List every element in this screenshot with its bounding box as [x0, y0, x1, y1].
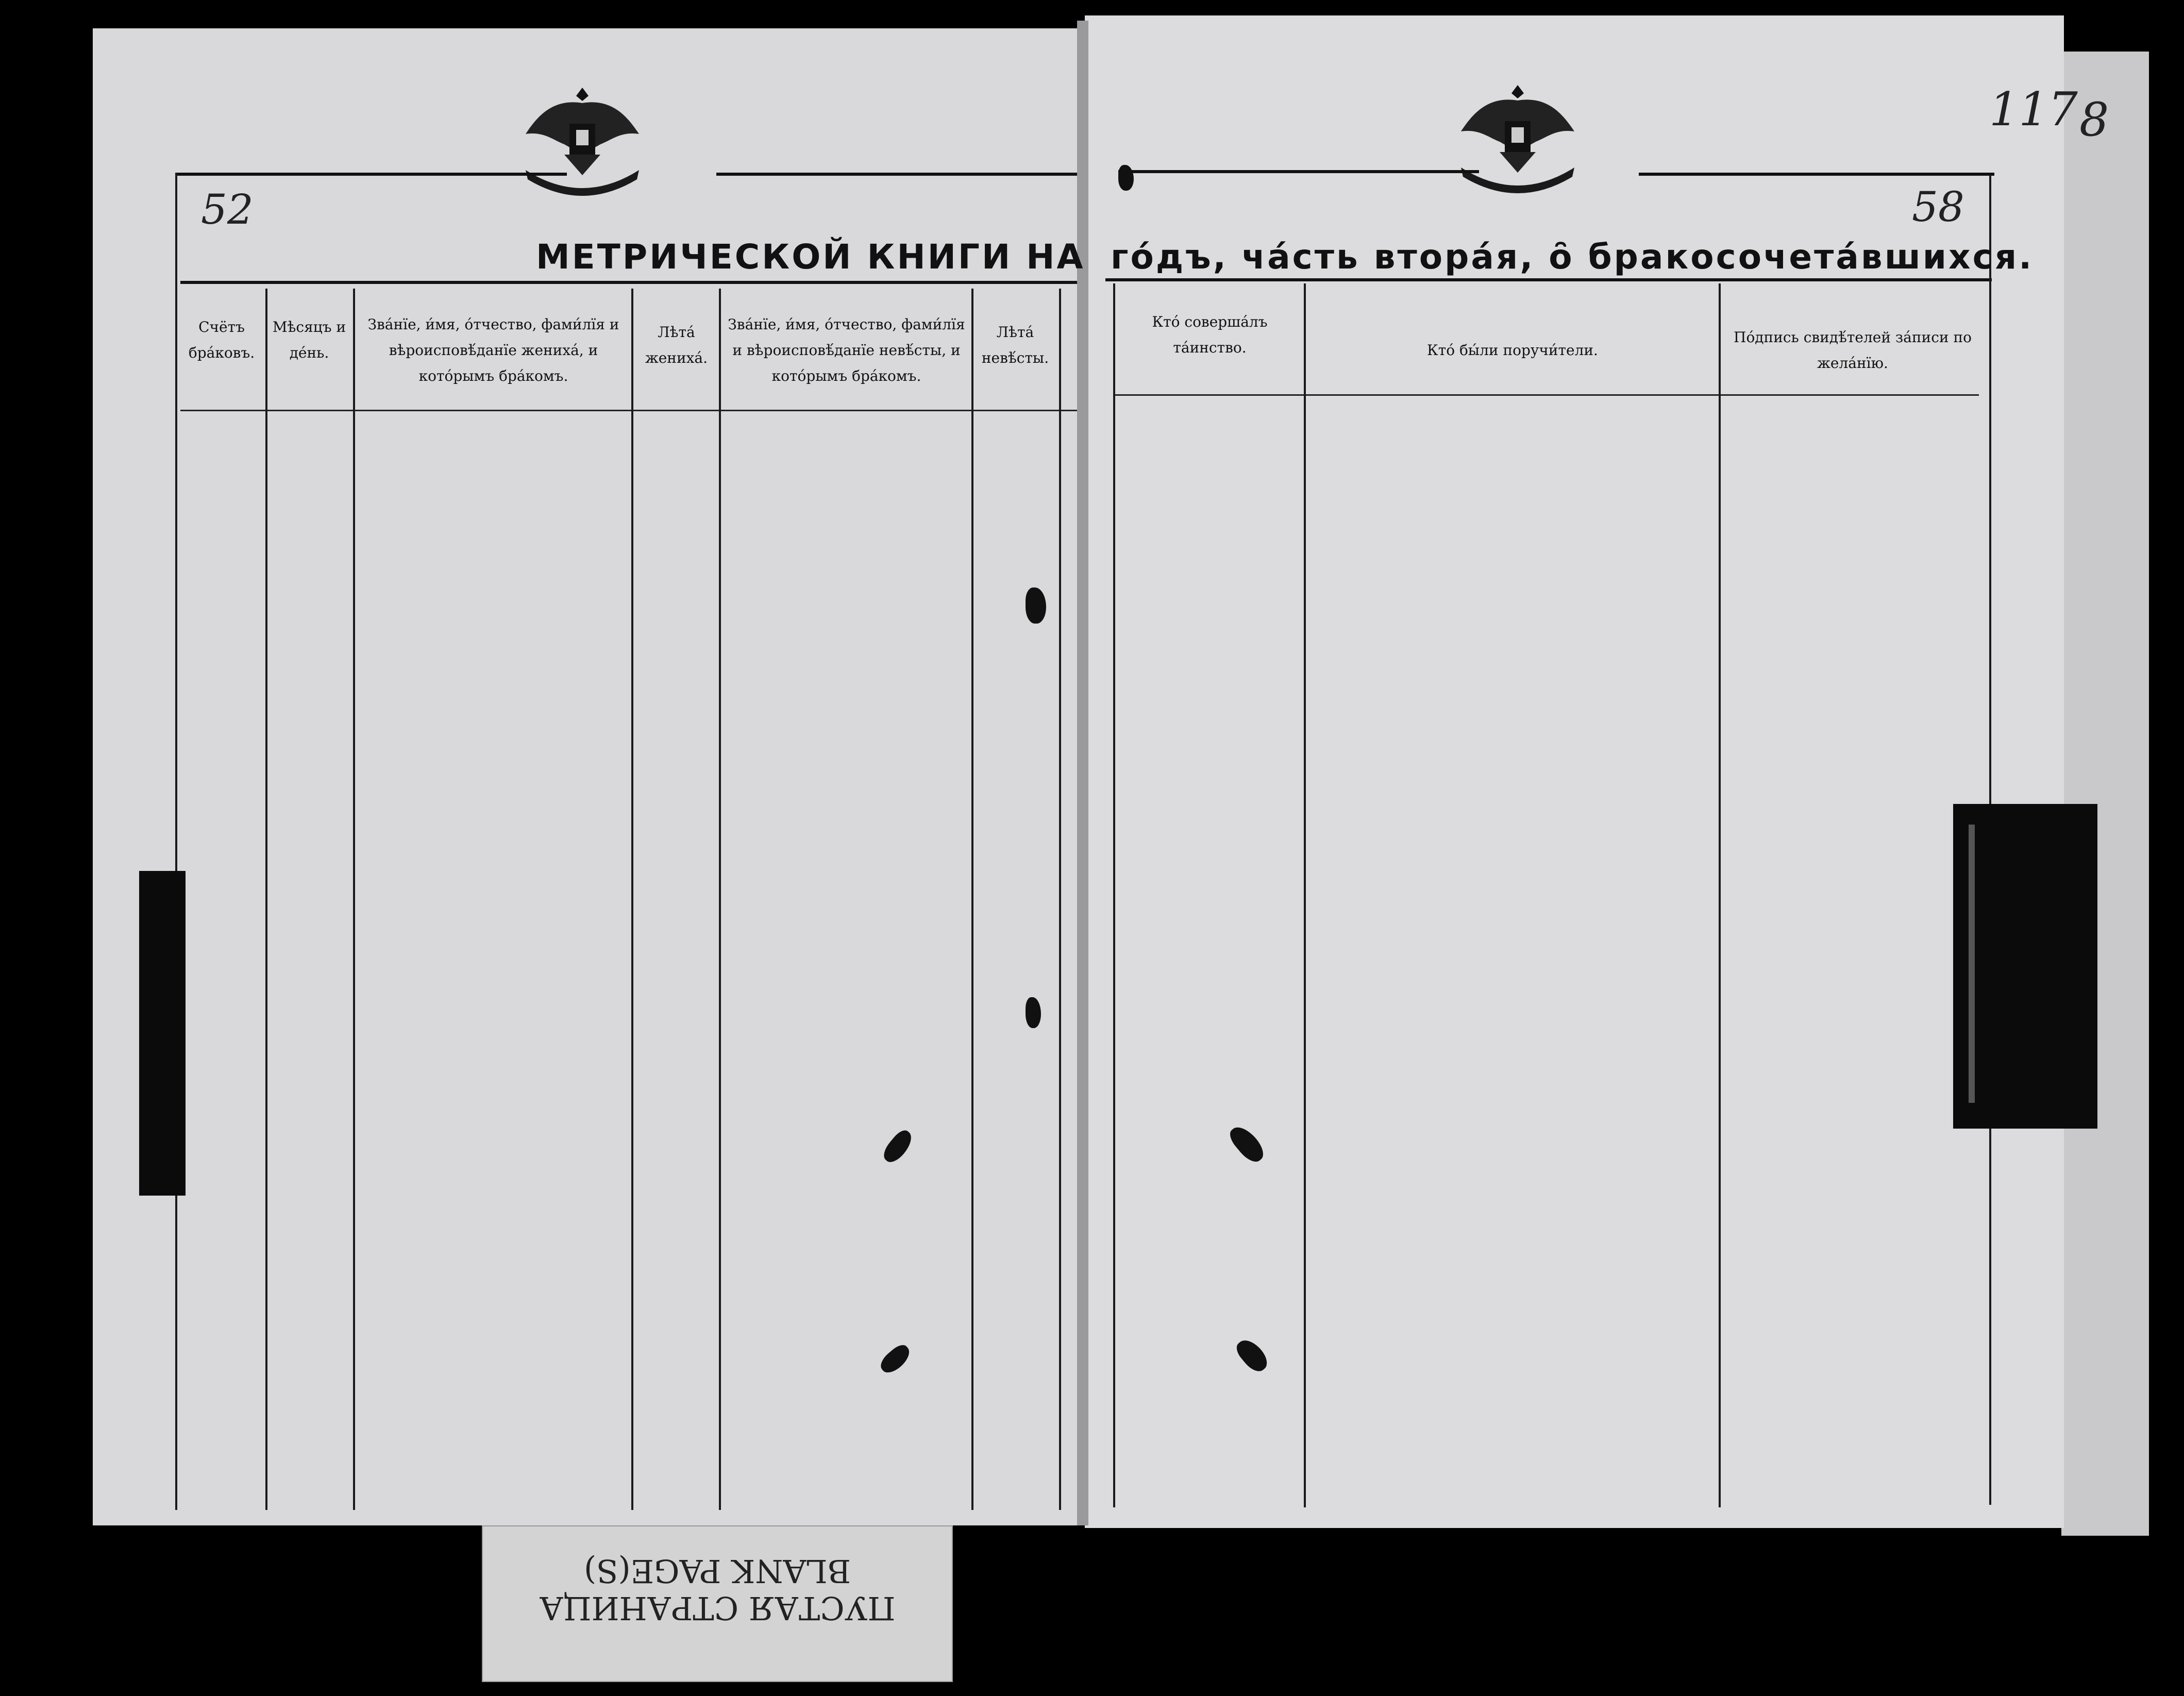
- folio-number-left: 52: [201, 186, 254, 233]
- col-divider: [353, 289, 355, 1510]
- outer-border-left: [175, 173, 177, 1510]
- binder-clip-highlight: [1969, 825, 1975, 1103]
- column-header: Лѣта́ жениха́.: [645, 324, 708, 366]
- back-page-edge: [2061, 52, 2149, 1536]
- stamp-line-1: ПУСТАЯ СТРАНИЦА: [539, 1589, 896, 1627]
- col-divider: [265, 289, 267, 1510]
- col-divider: [1113, 283, 1115, 1507]
- column-header: Мѣсяцъ и де́нь.: [272, 318, 346, 361]
- blank-page-stamp: [482, 1525, 953, 1682]
- corner-page-number: 117: [1989, 82, 2078, 137]
- imperial-eagle-emblem-right: [1451, 75, 1585, 198]
- title-underline-left: [180, 281, 1077, 284]
- stamp-line-2: BLANK PAGE(S): [583, 1552, 851, 1590]
- column-header: Зва́нїе, и́мя, о́тчество, фами́лїя и вѣроисповѣ́данїе невѣ́сты, и кото́рымъ бра́комъ.: [728, 316, 965, 384]
- top-rule-right-a: [1118, 170, 1479, 173]
- col-divider: [719, 289, 721, 1510]
- column-header: Лѣта́ невѣ́сты.: [981, 324, 1049, 366]
- binder-clip-left: [139, 871, 186, 1196]
- page-title-left: МЕТРИЧЕСКОЙ КНИГИ НА: [536, 237, 1085, 277]
- binding-hole: [1118, 165, 1134, 191]
- column-header: Зва́нїе, и́мя, о́тчество, фами́лїя и вѣроисповѣ́данїе жениха́, и кото́рымъ бра́комъ.: [367, 316, 619, 384]
- column-header: Счётъ бра́ковъ.: [188, 318, 255, 361]
- header-underline-right: [1113, 394, 1979, 396]
- col-divider: [1059, 289, 1061, 1510]
- header-underline-left: [180, 410, 1077, 411]
- column-header: По́дпись свидѣ́телей за́писи по жела́нїю.: [1734, 329, 1972, 372]
- top-rule-left-b: [716, 173, 1077, 176]
- col-divider: [1719, 283, 1721, 1507]
- col-divider: [631, 289, 633, 1510]
- binder-clip-right: [1953, 804, 2097, 1129]
- folio-number-right: 58: [1912, 183, 1964, 231]
- top-rule-left-a: [175, 173, 567, 176]
- col-divider: [971, 289, 973, 1510]
- column-header: Кто́ бы́ли поручи́тели.: [1427, 342, 1598, 359]
- title-underline-right: [1105, 278, 1992, 281]
- page-title-right: го́дъ, ча́сть втора́я, о̑ бракосочета́вшихся.: [1111, 237, 2034, 277]
- col-divider: [1304, 283, 1306, 1507]
- column-header: Кто́ соверша́лъ та́инство.: [1152, 313, 1268, 356]
- imperial-eagle-emblem: [515, 77, 649, 201]
- top-rule-right-b: [1639, 173, 1994, 176]
- corner-page-number-partial: 8: [2079, 93, 2109, 147]
